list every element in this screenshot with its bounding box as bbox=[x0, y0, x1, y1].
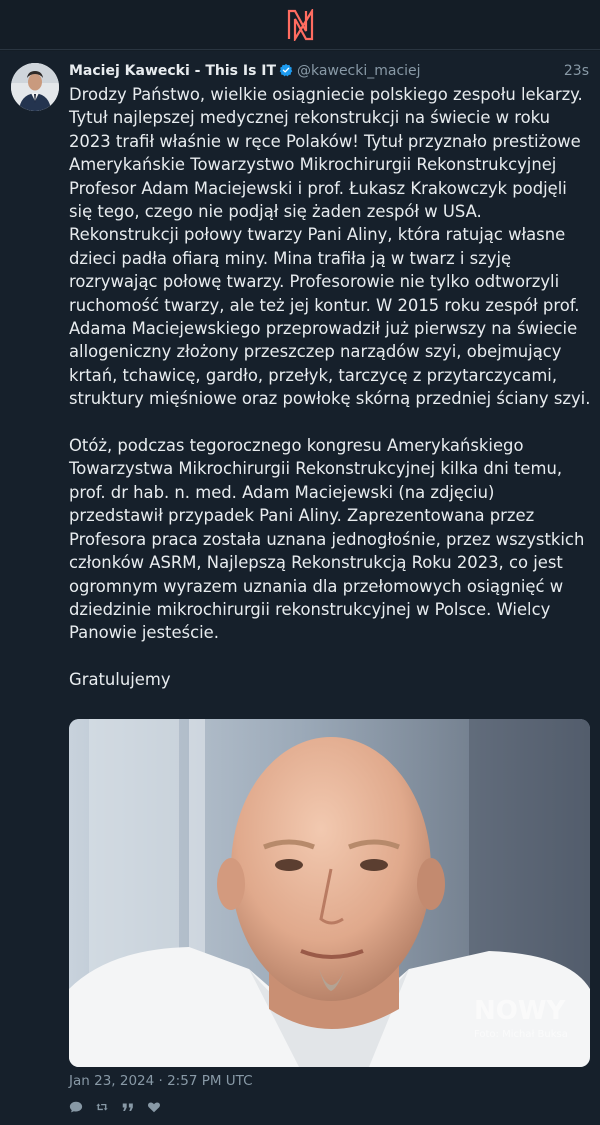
nitter-logo-icon[interactable] bbox=[287, 9, 314, 41]
comment-stat[interactable] bbox=[69, 1097, 95, 1117]
author-fullname[interactable]: Maciej Kawecki - This Is IT bbox=[69, 63, 277, 79]
top-navigation-bar bbox=[0, 0, 600, 50]
retweet-icon bbox=[95, 1100, 109, 1114]
tweet-paragraph-1: Drodzy Państwo, wielkie osiągniecie polskiego zespołu lekarzy. Tytuł najlepszej medycznej rekonstrukcji na świecie w roku 2023 trafił właśnie w ręce Polaków! Tytuł przyznało prestiżowe Amerykańskie Towarzystwo Mikrochirurgii Rekonstrukcyjnej Profesor Adam Maciejewski i prof. Łukasz Krakowczyk podjęli się tego, czego nie podjął się żaden zespół w USA. Rekonstrukcji połowy twarzy Pani Aliny, która ratując własne dzieci padła ofiarą miny. Mina trafiła ją w twarz i szyję rozrywając połowę twarzy. Profesorowie nie tylko odtworzyli ruchomość twarzy, ale też jej kontur. W 2015 roku zespół prof. Adama Maciejewskiego przeprowadził już pierwszy na świecie allogeniczny złożony przeszczep narządów szyi, obejmujący krtań, tchawicę, gardło, przełyk, tarczycę z przytarczycami, struktury mięśniowe oraz powłokę skórną przedniej ściany szyi. bbox=[69, 85, 591, 409]
heart-icon bbox=[147, 1100, 161, 1114]
photo-watermark-logo: NOWY bbox=[474, 996, 566, 1026]
quote-icon bbox=[121, 1100, 135, 1114]
tweet-time-ago[interactable]: 23s bbox=[563, 63, 589, 79]
tweet-photo[interactable] bbox=[69, 719, 590, 1067]
like-stat[interactable] bbox=[147, 1097, 173, 1117]
comment-icon bbox=[69, 1100, 83, 1114]
tweet-card bbox=[0, 51, 600, 1125]
author-username[interactable]: @kawecki_maciej bbox=[297, 63, 421, 79]
tweet-paragraph-2: Otóż, podczas tegorocznego kongresu Amerykańskiego Towarzystwa Mikrochirurgii Rekonstrukcyjnej kilka dni temu, prof. dr hab. n. med. Adam Maciejewski (na zdjęciu) przedstawił przypadek Pani Aliny. Zaprezentowana przez Profesora praca została uznana jednogłośnie, przez wszystkich członków ASRM, Najlepszą Rekonstrukcją Roku 2023, co jest ogromnym wyrazem uznania dla przełomowych osiągnięć w dziedzinie mikrochirurgii rekonstrukcyjnej w Polsce. Wielcy Panowie jesteście. bbox=[69, 436, 585, 643]
verified-badge-icon bbox=[279, 63, 293, 77]
tweet-content bbox=[69, 83, 593, 692]
tweet-paragraph-3: Gratulujemy bbox=[69, 670, 171, 690]
retweet-stat[interactable] bbox=[95, 1097, 121, 1117]
tweet-stats bbox=[69, 1097, 173, 1117]
quote-stat[interactable] bbox=[121, 1097, 147, 1117]
tweet-header bbox=[69, 61, 589, 81]
photo-credit: Foto: Michał Buksa bbox=[474, 1029, 568, 1040]
tweet-date[interactable]: Jan 23, 2024 · 2:57 PM UTC bbox=[69, 1073, 253, 1089]
avatar[interactable] bbox=[11, 63, 59, 111]
